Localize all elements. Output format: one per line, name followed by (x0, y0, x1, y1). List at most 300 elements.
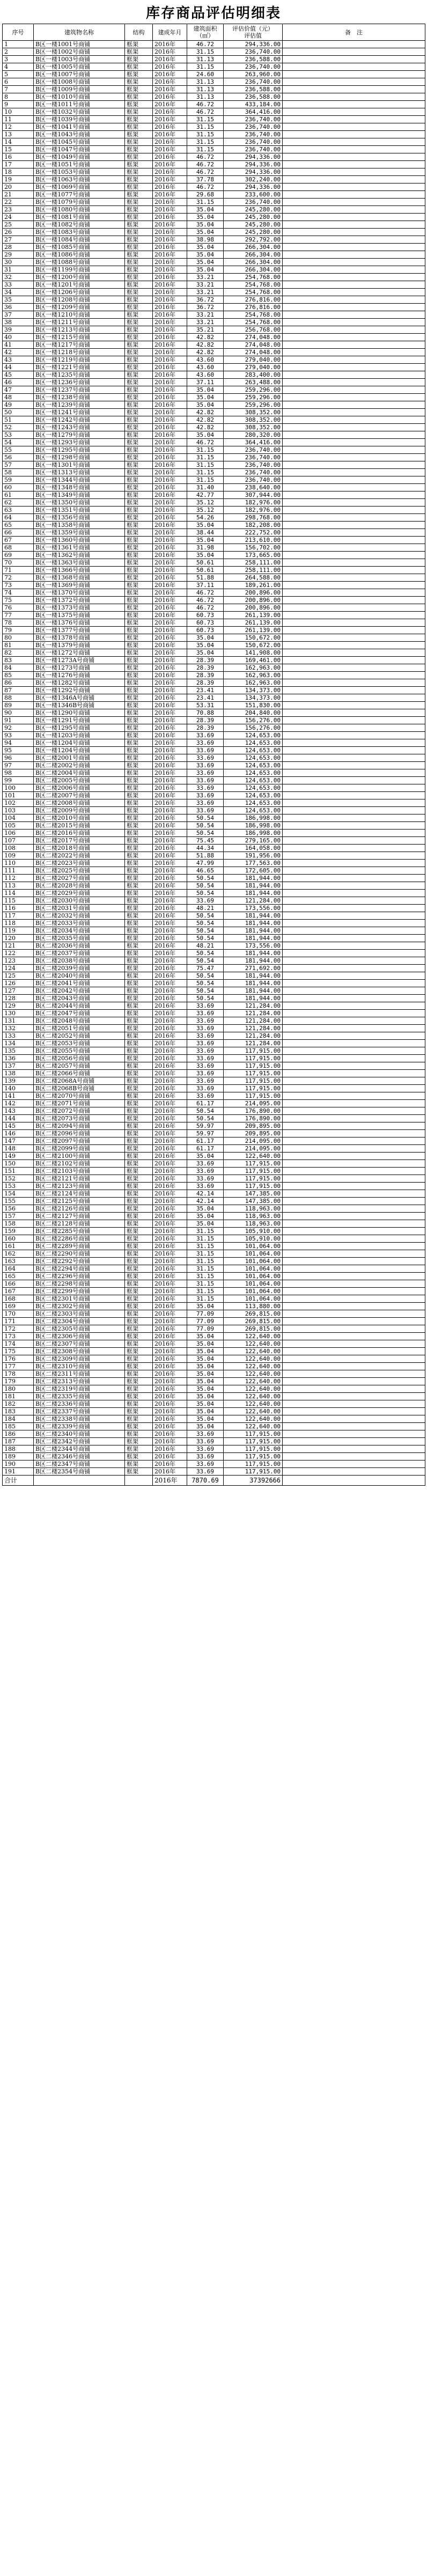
row-note (283, 672, 425, 679)
row-index: 62 (3, 499, 34, 507)
row-value: 266,304.00 (224, 244, 283, 251)
row-name: B区一楼1238号商铺 (34, 394, 125, 401)
row-structure: 框架 (125, 1213, 153, 1220)
table-row (3, 138, 425, 146)
row-index: 119 (3, 927, 34, 935)
row-note (283, 995, 425, 1002)
row-value: 274,048.00 (224, 349, 283, 356)
row-name: B区二楼2319号商铺 (34, 1385, 125, 1393)
row-value: 266,304.00 (224, 266, 283, 274)
row-structure: 框架 (125, 724, 153, 732)
table-row (3, 739, 425, 747)
table-row (3, 514, 425, 522)
row-note (283, 1310, 425, 1318)
row-index: 67 (3, 537, 34, 544)
table-row (3, 341, 425, 349)
row-note (283, 259, 425, 266)
row-index: 75 (3, 597, 34, 604)
row-index: 11 (3, 116, 34, 123)
row-area: 35.04 (187, 1355, 224, 1363)
row-index: 178 (3, 1370, 34, 1378)
row-name: B区二楼2032号商铺 (34, 912, 125, 920)
row-year: 2016年 (153, 123, 187, 131)
row-value: 245,280.00 (224, 214, 283, 221)
row-note (283, 138, 425, 146)
row-note (283, 634, 425, 642)
row-year: 2016年 (153, 48, 187, 56)
row-structure: 框架 (125, 905, 153, 912)
row-name: B区一楼1351号商铺 (34, 507, 125, 514)
row-note (283, 1235, 425, 1243)
row-value: 271,692.00 (224, 965, 283, 972)
row-name: B区一楼1053号商铺 (34, 168, 125, 176)
row-value: 191,956.00 (224, 852, 283, 860)
row-structure: 框架 (125, 980, 153, 987)
row-year: 2016年 (153, 867, 187, 875)
row-name: B区二楼2306号商铺 (34, 1333, 125, 1340)
row-note (283, 1032, 425, 1040)
row-index: 47 (3, 386, 34, 394)
row-name: B区一楼1370号商铺 (34, 589, 125, 597)
row-area: 59.97 (187, 1122, 224, 1130)
row-value: 117,915.00 (224, 1430, 283, 1438)
row-name: B区一楼1276号商铺 (34, 672, 125, 679)
row-year: 2016年 (153, 950, 187, 957)
table-row (3, 1025, 425, 1032)
row-name: B区一楼1088号商铺 (34, 259, 125, 266)
row-value: 156,702.00 (224, 544, 283, 552)
footer-empty-name (34, 1476, 125, 1486)
row-year: 2016年 (153, 326, 187, 334)
row-index: 84 (3, 664, 34, 672)
row-area: 24.60 (187, 71, 224, 78)
table-row (3, 326, 425, 334)
row-value: 236,740.00 (224, 469, 283, 476)
row-area: 33.69 (187, 807, 224, 814)
row-year: 2016年 (153, 852, 187, 860)
row-name: B区二楼2285号商铺 (34, 1228, 125, 1235)
row-area: 46.72 (187, 597, 224, 604)
table-row (3, 852, 425, 860)
row-value: 200,896.00 (224, 604, 283, 612)
row-note (283, 1085, 425, 1092)
row-index: 80 (3, 634, 34, 642)
row-name: B区二楼2123号商铺 (34, 1183, 125, 1190)
row-index: 23 (3, 206, 34, 214)
row-structure: 框架 (125, 146, 153, 153)
row-note (283, 1385, 425, 1393)
row-name: B区二楼2097号商铺 (34, 1137, 125, 1145)
row-name: B区二楼2036号商铺 (34, 942, 125, 950)
row-structure: 框架 (125, 274, 153, 281)
row-year: 2016年 (153, 657, 187, 664)
row-structure: 框架 (125, 537, 153, 544)
row-structure: 框架 (125, 1415, 153, 1423)
row-name: B区二楼2040号商铺 (34, 972, 125, 980)
row-name: B区二楼2094号商铺 (34, 1122, 125, 1130)
row-area: 31.13 (187, 78, 224, 86)
row-structure: 框架 (125, 642, 153, 649)
row-name: B区一楼1049号商铺 (34, 153, 125, 161)
row-area: 33.69 (187, 1168, 224, 1175)
row-note (283, 379, 425, 386)
row-note (283, 491, 425, 499)
row-year: 2016年 (153, 1288, 187, 1295)
header-note: 备 注 (283, 24, 425, 41)
row-value: 233,600.00 (224, 191, 283, 199)
row-note (283, 1445, 425, 1453)
table-row (3, 311, 425, 319)
table-row (3, 559, 425, 567)
row-value: 238,640.00 (224, 484, 283, 491)
row-value: 263,488.00 (224, 379, 283, 386)
row-value: 236,588.00 (224, 56, 283, 63)
row-value: 181,944.00 (224, 920, 283, 927)
row-area: 43.60 (187, 371, 224, 379)
row-name: B区二楼2038号商铺 (34, 957, 125, 965)
row-structure: 框架 (125, 912, 153, 920)
row-year: 2016年 (153, 116, 187, 123)
row-name: B区二楼2044号商铺 (34, 1002, 125, 1010)
row-name: B区一楼1077号商铺 (34, 191, 125, 199)
table-row (3, 439, 425, 446)
table-row (3, 942, 425, 950)
table-row (3, 709, 425, 717)
row-note (283, 754, 425, 762)
row-name: B区二楼2340号商铺 (34, 1430, 125, 1438)
row-area: 35.04 (187, 1213, 224, 1220)
row-value: 279,040.00 (224, 356, 283, 364)
table-row (3, 244, 425, 251)
row-value: 294,336.00 (224, 168, 283, 176)
row-structure: 框架 (125, 476, 153, 484)
row-name: B区二楼2305号商铺 (34, 1325, 125, 1333)
row-name: B区二楼2303号商铺 (34, 1310, 125, 1318)
row-area: 35.04 (187, 1363, 224, 1370)
row-value: 181,944.00 (224, 927, 283, 935)
row-area: 31.15 (187, 1243, 224, 1250)
row-index: 96 (3, 754, 34, 762)
row-structure: 框架 (125, 1168, 153, 1175)
row-value: 261,139.00 (224, 619, 283, 627)
row-structure: 框架 (125, 221, 153, 229)
row-year: 2016年 (153, 274, 187, 281)
row-area: 33.69 (187, 897, 224, 905)
row-index: 26 (3, 229, 34, 236)
row-structure: 框架 (125, 567, 153, 574)
row-index: 148 (3, 1145, 34, 1153)
row-index: 107 (3, 837, 34, 845)
row-structure: 框架 (125, 702, 153, 709)
table-row (3, 401, 425, 409)
row-index: 191 (3, 1468, 34, 1476)
row-value: 186,998.00 (224, 814, 283, 822)
row-index: 70 (3, 559, 34, 567)
row-note (283, 1415, 425, 1423)
row-value: 162,963.00 (224, 679, 283, 687)
table-row (3, 1183, 425, 1190)
row-structure: 框架 (125, 1408, 153, 1415)
row-year: 2016年 (153, 574, 187, 582)
table-row (3, 762, 425, 769)
row-structure: 框架 (125, 499, 153, 507)
footer-empty-structure (125, 1476, 153, 1486)
row-name: B区一楼1083号商铺 (34, 229, 125, 236)
row-note (283, 1340, 425, 1348)
row-value: 294,336.00 (224, 161, 283, 168)
row-value: 162,963.00 (224, 664, 283, 672)
row-area: 35.04 (187, 401, 224, 409)
row-area: 51.88 (187, 852, 224, 860)
row-index: 186 (3, 1430, 34, 1438)
row-name: B区二楼2009号商铺 (34, 807, 125, 814)
row-structure: 框架 (125, 326, 153, 334)
row-structure: 框架 (125, 529, 153, 537)
row-year: 2016年 (153, 168, 187, 176)
row-name: B区二楼2068A号商铺 (34, 1077, 125, 1085)
row-year: 2016年 (153, 634, 187, 642)
row-name: B区一楼1377号商铺 (34, 627, 125, 634)
row-structure: 框架 (125, 1370, 153, 1378)
row-name: B区二楼2034号商铺 (34, 927, 125, 935)
row-area: 46.72 (187, 161, 224, 168)
row-year: 2016年 (153, 845, 187, 852)
row-index: 51 (3, 416, 34, 424)
row-area: 46.72 (187, 604, 224, 612)
row-name: B区一楼1084号商铺 (34, 236, 125, 244)
row-structure: 框架 (125, 1363, 153, 1370)
row-structure: 框架 (125, 244, 153, 251)
row-index: 139 (3, 1077, 34, 1085)
row-index: 160 (3, 1235, 34, 1243)
row-name: B区二楼2001号商铺 (34, 754, 125, 762)
row-area: 33.69 (187, 769, 224, 777)
row-index: 142 (3, 1100, 34, 1107)
row-index: 52 (3, 424, 34, 431)
header-index: 序号 (3, 24, 34, 41)
table-row (3, 1318, 425, 1325)
row-note (283, 349, 425, 356)
row-value: 134,373.00 (224, 687, 283, 694)
row-area: 60.73 (187, 627, 224, 634)
row-structure: 框架 (125, 48, 153, 56)
row-year: 2016年 (153, 875, 187, 882)
row-name: B区二楼2342号商铺 (34, 1438, 125, 1445)
row-year: 2016年 (153, 537, 187, 544)
row-area: 35.12 (187, 499, 224, 507)
row-year: 2016年 (153, 890, 187, 897)
row-year: 2016年 (153, 296, 187, 304)
table-row (3, 507, 425, 514)
row-name: B区一楼1001号商铺 (34, 41, 125, 48)
row-index: 7 (3, 86, 34, 93)
table-body (3, 41, 425, 1476)
row-value: 176,890.00 (224, 1115, 283, 1122)
row-value: 122,640.00 (224, 1400, 283, 1408)
row-note (283, 199, 425, 206)
table-row (3, 1453, 425, 1461)
row-year: 2016年 (153, 131, 187, 138)
row-name: B区一楼1080号商铺 (34, 206, 125, 214)
row-value: 118,963.00 (224, 1220, 283, 1228)
row-area: 31.40 (187, 484, 224, 491)
row-value: 236,740.00 (224, 138, 283, 146)
table-row (3, 980, 425, 987)
row-name: B区一楼1273号商铺 (34, 664, 125, 672)
row-note (283, 1250, 425, 1258)
row-area: 38.44 (187, 529, 224, 537)
row-structure: 框架 (125, 1355, 153, 1363)
row-index: 156 (3, 1205, 34, 1213)
row-value: 117,915.00 (224, 1092, 283, 1100)
row-index: 22 (3, 199, 34, 206)
row-area: 31.15 (187, 1295, 224, 1303)
table-row (3, 229, 425, 236)
row-index: 184 (3, 1415, 34, 1423)
row-index: 45 (3, 371, 34, 379)
table-row (3, 867, 425, 875)
row-value: 124,653.00 (224, 792, 283, 799)
row-index: 131 (3, 1017, 34, 1025)
row-area: 33.69 (187, 1017, 224, 1025)
row-note (283, 522, 425, 529)
row-note (283, 687, 425, 694)
row-index: 173 (3, 1333, 34, 1340)
row-name: B区一楼1236号商铺 (34, 379, 125, 386)
row-name: B区二楼2308号商铺 (34, 1348, 125, 1355)
row-index: 55 (3, 446, 34, 454)
table-row (3, 717, 425, 724)
row-area: 33.69 (187, 1092, 224, 1100)
row-structure: 框架 (125, 709, 153, 717)
row-value: 124,653.00 (224, 762, 283, 769)
table-row (3, 1340, 425, 1348)
row-name: B区二楼2025号商铺 (34, 867, 125, 875)
row-area: 31.15 (187, 1228, 224, 1235)
table-row (3, 1107, 425, 1115)
row-value: 101,064.00 (224, 1250, 283, 1258)
row-area: 35.04 (187, 1370, 224, 1378)
row-structure: 框架 (125, 431, 153, 439)
row-note (283, 123, 425, 131)
row-name: B区一楼1002号商铺 (34, 48, 125, 56)
row-year: 2016年 (153, 1032, 187, 1040)
row-value: 101,064.00 (224, 1265, 283, 1273)
row-area: 46.72 (187, 439, 224, 446)
row-index: 8 (3, 93, 34, 101)
row-area: 54.26 (187, 514, 224, 522)
table-row (3, 1295, 425, 1303)
row-name: B区二楼2298号商铺 (34, 1280, 125, 1288)
row-name: B区二楼2042号商铺 (34, 987, 125, 995)
row-structure: 框架 (125, 1160, 153, 1168)
row-name: B区二楼2299号商铺 (34, 1288, 125, 1295)
row-index: 98 (3, 769, 34, 777)
row-area: 31.15 (187, 123, 224, 131)
row-name: B区二楼2125号商铺 (34, 1198, 125, 1205)
row-area: 33.69 (187, 777, 224, 784)
footer-total-area: 7870.69 (187, 1476, 224, 1486)
row-index: 18 (3, 168, 34, 176)
row-value: 258,111.00 (224, 559, 283, 567)
row-index: 112 (3, 875, 34, 882)
row-note (283, 1183, 425, 1190)
row-note (283, 1288, 425, 1295)
table-row (3, 259, 425, 266)
table-row (3, 491, 425, 499)
row-note (283, 1062, 425, 1070)
row-note (283, 702, 425, 709)
table-row (3, 416, 425, 424)
table-row (3, 236, 425, 244)
row-note (283, 251, 425, 259)
row-index: 127 (3, 987, 34, 995)
row-structure: 框架 (125, 461, 153, 469)
row-name: B区一楼1372号商铺 (34, 597, 125, 604)
row-area: 50.54 (187, 822, 224, 830)
row-area: 35.04 (187, 251, 224, 259)
row-structure: 框架 (125, 1445, 153, 1453)
row-area: 31.15 (187, 1235, 224, 1243)
row-structure: 框架 (125, 694, 153, 702)
row-structure: 框架 (125, 101, 153, 108)
row-name: B区二楼2286号商铺 (34, 1235, 125, 1243)
row-name: B区一楼1218号商铺 (34, 349, 125, 356)
row-value: 261,139.00 (224, 612, 283, 619)
row-note (283, 424, 425, 431)
table-row (3, 1258, 425, 1265)
row-area: 35.04 (187, 229, 224, 236)
row-name: B区二楼2033号商铺 (34, 920, 125, 927)
table-row (3, 679, 425, 687)
row-structure: 框架 (125, 1235, 153, 1243)
row-note (283, 499, 425, 507)
row-note (283, 529, 425, 537)
row-note (283, 642, 425, 649)
row-note (283, 830, 425, 837)
row-year: 2016年 (153, 1273, 187, 1280)
row-area: 35.12 (187, 507, 224, 514)
row-index: 74 (3, 589, 34, 597)
row-note (283, 1333, 425, 1340)
row-note (283, 78, 425, 86)
row-structure: 框架 (125, 1175, 153, 1183)
row-name: B区一楼1279号商铺 (34, 431, 125, 439)
row-year: 2016年 (153, 1280, 187, 1288)
row-note (283, 649, 425, 657)
row-area: 35.04 (187, 1415, 224, 1423)
table-row (3, 461, 425, 469)
row-area: 35.04 (187, 537, 224, 544)
row-name: B区二楼2066号商铺 (34, 1070, 125, 1077)
row-note (283, 341, 425, 349)
row-value: 122,640.00 (224, 1378, 283, 1385)
row-index: 65 (3, 522, 34, 529)
row-name: B区一楼1039号商铺 (34, 116, 125, 123)
row-index: 31 (3, 266, 34, 274)
row-name: B区二楼2294号商铺 (34, 1265, 125, 1273)
row-note (283, 93, 425, 101)
table-row (3, 71, 425, 78)
row-structure: 框架 (125, 747, 153, 754)
row-value: 113,880.00 (224, 1303, 283, 1310)
row-note (283, 153, 425, 161)
row-structure: 框架 (125, 1340, 153, 1348)
row-year: 2016年 (153, 514, 187, 522)
row-area: 35.04 (187, 1340, 224, 1348)
row-name: B区二楼2289号商铺 (34, 1243, 125, 1250)
row-area: 42.82 (187, 334, 224, 341)
